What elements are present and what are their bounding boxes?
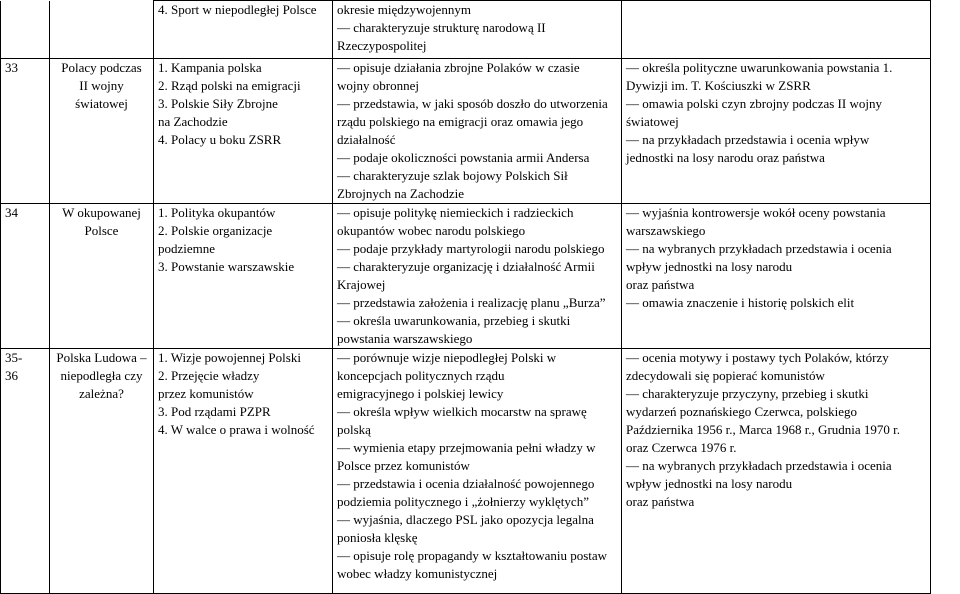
topics-cell: [154, 1, 333, 59]
topic-line: 3. Polskie Siły Zbrojne: [158, 96, 278, 111]
lesson-number-line: 34: [5, 205, 18, 220]
topic-line: na Zachodzie: [158, 114, 228, 129]
basic-requirement-line: Polsce przez komunistów: [337, 458, 470, 473]
extended-requirement-line: Dywizji im. T. Kościuszki w ZSRR: [626, 78, 811, 93]
basic-requirement-line: — charakteryzuje organizację i działalność Armii: [337, 259, 595, 274]
topic-line: 4. W walce o prawa i wolność: [158, 422, 315, 437]
extended-requirements-cell: [622, 349, 931, 594]
basic-requirement-line: polską: [337, 422, 371, 437]
basic-requirement-line: — opisuje działania zbrojne Polaków w czasie: [337, 60, 580, 75]
topics-cell: [154, 59, 333, 204]
extended-requirement-line: oraz Czerwca 1976 r.: [626, 440, 737, 455]
basic-requirement-line: Krajowej: [337, 277, 386, 292]
extended-requirement-line: — na wybranych przykładach przedstawia i ocenia: [626, 241, 892, 256]
extended-requirement-line: — charakteryzuje przyczyny, przebieg i skutki: [626, 386, 869, 401]
extended-requirement-line: — wyjaśnia kontrowersje wokół oceny powstania: [626, 205, 886, 220]
extended-requirement-line: wpływ jednostki na losy narodu: [626, 476, 793, 491]
basic-requirement-line: — przedstawia i ocenia działalność powojennego: [337, 476, 595, 491]
extended-requirements-cell: [622, 59, 931, 204]
lesson-title-line: II wojny: [79, 78, 124, 93]
basic-requirement-line: — przedstawia założenia i realizację planu „Burza”: [337, 295, 606, 310]
basic-requirements-cell: [333, 349, 622, 594]
table-row: [1, 204, 931, 349]
basic-requirement-line: działalność: [337, 132, 396, 147]
topic-line: przez komunistów: [158, 386, 254, 401]
topics-cell: [154, 204, 333, 349]
extended-requirement-line: światowej: [626, 114, 679, 129]
lesson-number-cell: [1, 204, 50, 349]
basic-requirement-line: koncepcjach politycznych rządu: [337, 368, 505, 383]
topic-line: 1. Kampania polska: [158, 60, 262, 75]
basic-requirement-line: podziemia politycznego i „żołnierzy wyklętych”: [337, 494, 589, 509]
lesson-title-line: światowej: [75, 96, 128, 111]
extended-requirement-line: — omawia polski czyn zbrojny podczas II wojny: [626, 96, 882, 111]
lesson-number-line: 33: [5, 60, 18, 75]
lesson-number-line: 35-: [5, 350, 23, 365]
basic-requirement-line: emigracyjnego i polskiej lewicy: [337, 386, 504, 401]
basic-requirement-line: okupantów wobec narodu polskiego: [337, 223, 526, 238]
lesson-title-cell: [50, 59, 154, 204]
extended-requirement-line: — ocenia motywy i postawy tych Polaków, którzy: [626, 350, 889, 365]
basic-requirement-line: wojny obronnej: [337, 78, 419, 93]
extended-requirement-line: oraz państwa: [626, 494, 695, 509]
basic-requirement-line: — opisuje rolę propagandy w kształtowaniu postaw: [337, 548, 608, 563]
basic-requirement-line: wobec władzy komunistycznej: [337, 566, 498, 581]
table-row: [1, 59, 931, 204]
basic-requirement-line: — porównuje wizje niepodległej Polski w: [337, 350, 557, 365]
basic-requirement-line: Zbrojnych na Zachodzie: [337, 186, 465, 201]
topic-line: 2. Polskie organizacje: [158, 223, 273, 238]
basic-requirements-cell: [333, 204, 622, 349]
extended-requirements-cell: [622, 1, 931, 59]
basic-requirement-line: rządu polskiego na emigracji oraz omawia jego: [337, 114, 584, 129]
lesson-title-line: Polacy podczas: [61, 60, 142, 75]
basic-requirement-line: — charakteryzuje strukturę narodową II: [337, 20, 546, 35]
table-row: [1, 1, 931, 59]
basic-requirement-line: — określa uwarunkowania, przebieg i skutki: [337, 313, 571, 328]
lesson-title-line: Polsce: [84, 223, 119, 238]
extended-requirement-line: warszawskiego: [626, 223, 706, 238]
topic-line: 2. Rząd polski na emigracji: [158, 78, 301, 93]
topics-cell: [154, 349, 333, 594]
lesson-title-line: niepodległa czy: [60, 368, 143, 383]
lesson-title-line: zależna?: [79, 386, 124, 401]
extended-requirement-line: wpływ jednostki na losy narodu: [626, 259, 793, 274]
basic-requirement-line: — podaje okoliczności powstania armii Andersa: [337, 150, 590, 165]
topic-line: 4. Sport w niepodległej Polsce: [158, 2, 317, 17]
lesson-title-line: W okupowanej: [62, 205, 141, 220]
basic-requirement-line: — charakteryzuje szlak bojowy Polskich Sił: [337, 168, 568, 183]
basic-requirements-cell: [333, 59, 622, 204]
basic-requirement-line: powstania warszawskiego: [337, 331, 473, 346]
curriculum-table-body: [1, 1, 931, 594]
topic-line: podziemne: [158, 241, 216, 256]
basic-requirements-cell: [333, 1, 622, 59]
basic-requirement-line: — przedstawia, w jaki sposób doszło do utworzenia: [337, 96, 608, 111]
extended-requirement-line: Października 1956 r., Marca 1968 r., Grudnia 1970 r.: [626, 422, 901, 437]
extended-requirement-line: — na przykładach przedstawia i ocenia wpływ: [626, 132, 870, 147]
topic-line: 1. Polityka okupantów: [158, 205, 276, 220]
lesson-title-line: Polska Ludowa –: [56, 350, 147, 365]
basic-requirement-line: — określa wpływ wielkich mocarstw na sprawę: [337, 404, 587, 419]
lesson-number-cell: [1, 349, 50, 594]
topic-line: 2. Przejęcie władzy: [158, 368, 260, 383]
lesson-title-cell: [50, 349, 154, 594]
extended-requirement-line: jednostki na losy narodu oraz państwa: [626, 150, 825, 165]
lesson-number-cell: [1, 1, 50, 59]
basic-requirement-line: poniosła klęskę: [337, 530, 418, 545]
lesson-title-cell: [50, 204, 154, 349]
basic-requirement-line: Rzeczypospolitej: [337, 38, 427, 53]
extended-requirement-line: wydarzeń poznańskiego Czerwca, polskiego: [626, 404, 858, 419]
basic-requirement-line: — wyjaśnia, dlaczego PSL jako opozycja legalna: [337, 512, 594, 527]
basic-requirement-line: — opisuje politykę niemieckich i radzieckich: [337, 205, 574, 220]
extended-requirement-line: — określa polityczne uwarunkowania powstania 1.: [626, 60, 893, 75]
extended-requirements-cell: [622, 204, 931, 349]
extended-requirement-line: — omawia znaczenie i historię polskich elit: [626, 295, 855, 310]
basic-requirement-line: — wymienia etapy przejmowania pełni władzy w: [337, 440, 596, 455]
extended-requirement-line: — na wybranych przykładach przedstawia i ocenia: [626, 458, 892, 473]
lesson-number-line: 36: [5, 368, 18, 383]
lesson-number-cell: [1, 59, 50, 204]
topic-line: 4. Polacy u boku ZSRR: [158, 132, 282, 147]
extended-requirement-line: zdecydowali się popierać komunistów: [626, 368, 825, 383]
topic-line: 3. Pod rządami PZPR: [158, 404, 271, 419]
table-row: [1, 349, 931, 594]
topic-line: 1. Wizje powojennej Polski: [158, 350, 301, 365]
basic-requirement-line: okresie międzywojennym: [337, 2, 471, 17]
extended-requirement-line: oraz państwa: [626, 277, 695, 292]
lesson-title-cell: [50, 1, 154, 59]
basic-requirement-line: — podaje przykłady martyrologii narodu polskiego: [337, 241, 605, 256]
topic-line: 3. Powstanie warszawskie: [158, 259, 295, 274]
